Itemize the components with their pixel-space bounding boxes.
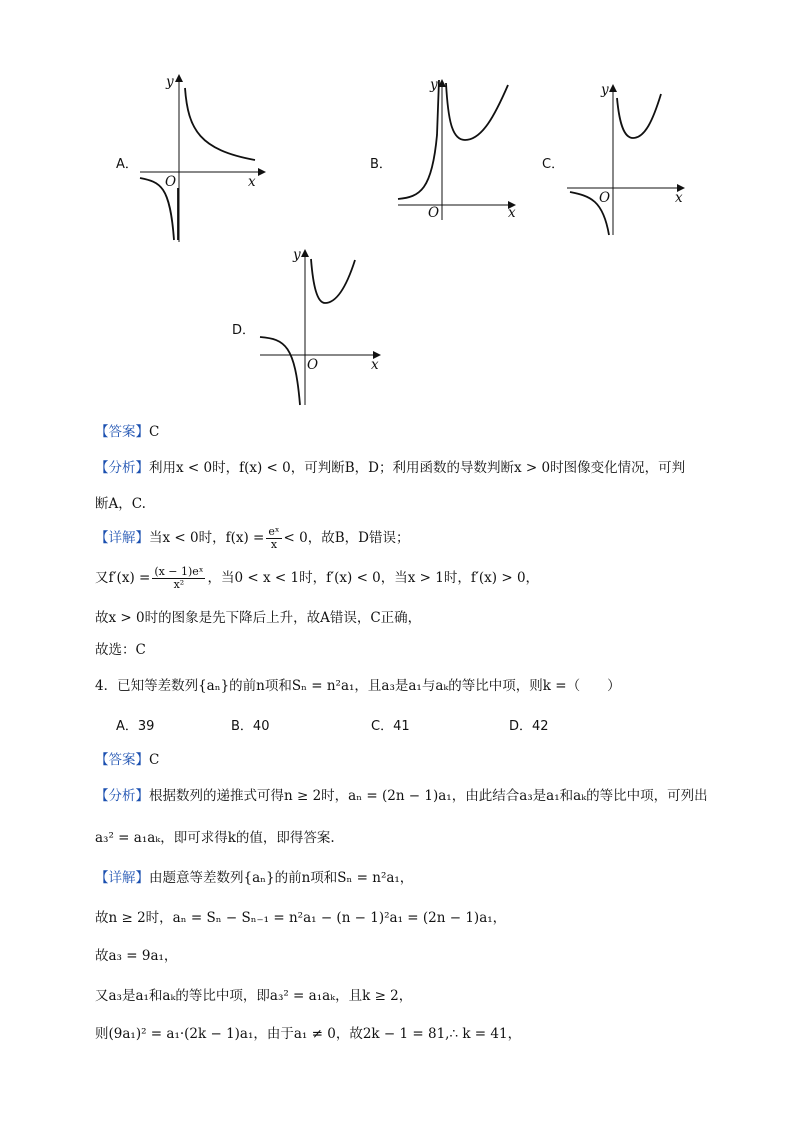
q4-choice-b: B．40 (231, 719, 270, 734)
graph-b (390, 75, 530, 225)
q3-analysis-tag: 【分析】 (95, 460, 149, 476)
q3-answer-tag: 【答案】 (95, 424, 149, 440)
q4-choice-d: D．42 (509, 719, 549, 734)
graph-d (255, 245, 390, 410)
option-d-label: D． (232, 323, 256, 338)
graph-a-plot (130, 70, 270, 245)
q4-analysis-line2: a₃² = a₁aₖ，即可求得k的值，即得答案. (95, 830, 335, 846)
graph-a-y-label: y (166, 74, 174, 90)
q4-detail-line1 (95, 866, 413, 886)
q3-fraction-2-den: x² (173, 578, 185, 591)
q3-fraction-2 (152, 566, 205, 591)
graph-a (130, 70, 270, 245)
q3-detail-line3: 故x > 0时的图象是先下降后上升，故A错误，C正确， (95, 610, 422, 626)
q4-detail-line2: 故n ≥ 2时，aₙ = Sₙ − Sₙ₋₁ = n²a₁ − (n − 1)²a₁ = (2n − 1)a₁， (95, 910, 507, 926)
q4-detail-text1: 由题意等差数列{aₙ}的前n项和Sₙ = n²a₁， (149, 870, 414, 886)
q3-detail-line4: 故选：C (95, 642, 146, 658)
q4-detail-tag: 【详解】 (95, 870, 149, 886)
q4-stem: 4．已知等差数列{aₙ}的前n项和Sₙ = n²a₁，且a₃是a₁与aₖ的等比中项，则k =（ ） (95, 678, 621, 694)
q4-detail-line5: 则(9a₁)² = a₁·(2k − 1)a₁，由于a₁ ≠ 0，故2k − 1 = 81,∴ k = 41， (95, 1026, 522, 1042)
q4-analysis-line1 (95, 784, 708, 804)
q4-analysis-text1: 根据数列的递推式可得n ≥ 2时，aₙ = (2n − 1)a₁，由此结合a₃是a₁和aₖ的等比中项，可列出 (149, 788, 708, 804)
graph-a-origin: O (165, 174, 177, 190)
graph-a-x-label: x (248, 174, 256, 190)
option-b-label: B． (370, 157, 392, 172)
q4-detail-line3: 故a₃ = 9a₁， (95, 948, 178, 964)
q3-detail-text1b: < 0，故B，D错误； (283, 530, 410, 546)
option-a-label: A． (116, 157, 138, 172)
q3-detail-line2 (95, 566, 539, 591)
graph-c-origin: O (599, 190, 611, 206)
q4-choice-c: C．41 (371, 719, 410, 734)
graph-b-y-label: y (430, 77, 438, 93)
q3-fraction-1-den: x (270, 538, 278, 551)
graph-d-plot (255, 245, 390, 410)
q3-analysis-text1: 利用x < 0时，f(x) < 0，可判断B，D；利用函数的导数判断x > 0时图像变化情况，可判 (149, 460, 686, 476)
graph-c (565, 80, 700, 240)
q4-answer-line (95, 748, 159, 768)
q4-answer-tag: 【答案】 (95, 752, 149, 768)
q4-choice-a: A．39 (116, 719, 155, 734)
q4-analysis-tag: 【分析】 (95, 788, 149, 804)
q3-detail-line1 (95, 526, 409, 551)
graph-d-origin: O (307, 357, 319, 373)
graph-b-origin: O (428, 205, 440, 221)
q3-analysis-line1 (95, 456, 685, 476)
q3-detail-text2a: 又f′(x) = (95, 570, 151, 586)
q3-answer: C (149, 424, 160, 440)
option-c-label: C． (542, 157, 565, 172)
graph-c-plot (565, 80, 700, 240)
q3-fraction-2-num: (x − 1)eˣ (154, 565, 204, 578)
q3-answer-line (95, 420, 159, 440)
q3-detail-text1a: 当x < 0时，f(x) = (149, 530, 265, 546)
q3-analysis-line2: 断A，C. (95, 496, 146, 512)
graph-c-x-label: x (675, 190, 683, 206)
q3-fraction-1 (266, 526, 281, 551)
graph-c-y-label: y (601, 82, 609, 98)
graph-d-y-label: y (293, 247, 301, 263)
q3-detail-tag: 【详解】 (95, 530, 149, 546)
q4-answer: C (149, 752, 160, 768)
q4-detail-line4: 又a₃是a₁和aₖ的等比中项，即a₃² = a₁aₖ，且k ≥ 2， (95, 988, 413, 1004)
q3-detail-text2b: ，当0 < x < 1时，f′(x) < 0，当x > 1时，f′(x) > 0， (207, 570, 540, 586)
graph-b-x-label: x (508, 205, 516, 221)
graph-d-x-label: x (371, 357, 379, 373)
graph-b-plot (390, 75, 530, 225)
q3-fraction-1-num: eˣ (268, 525, 280, 538)
